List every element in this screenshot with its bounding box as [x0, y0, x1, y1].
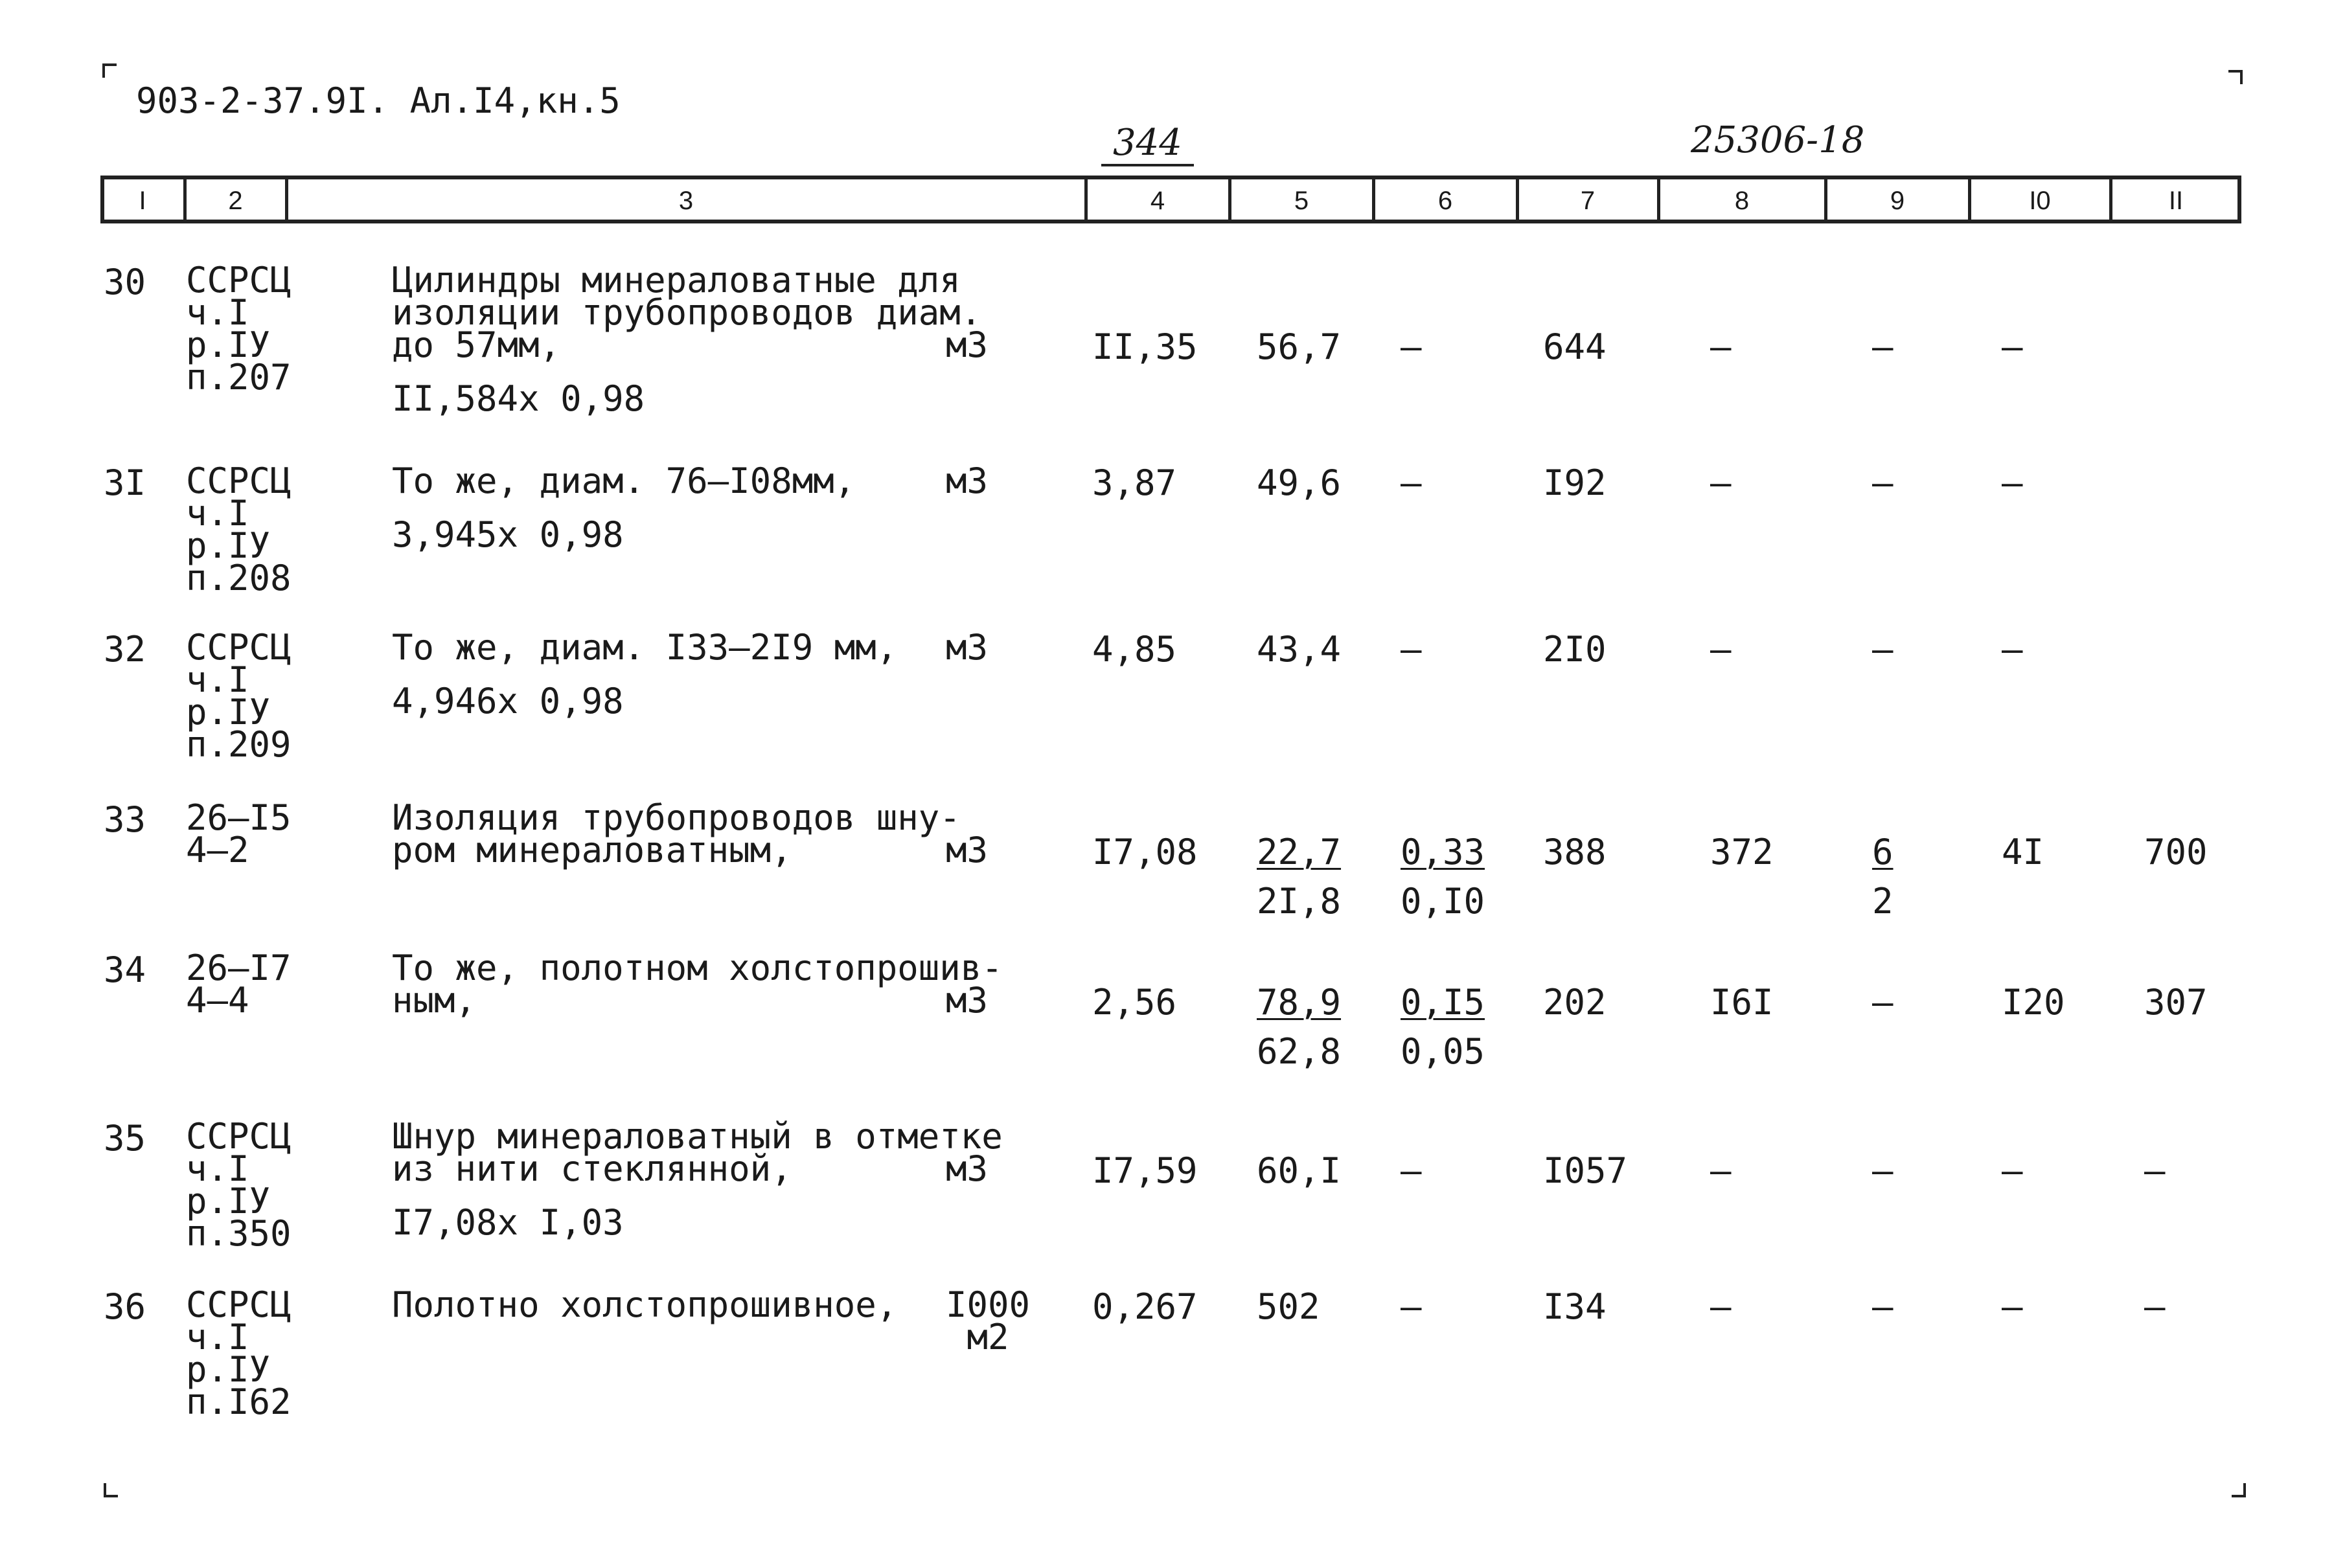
row-col9-value: –	[1872, 629, 1894, 670]
row-reference-line: п.350	[186, 1213, 292, 1254]
row-reference-line: 26–I5	[186, 797, 292, 838]
row-reference-line: 4–4	[186, 980, 249, 1021]
column-header-7: 7	[1580, 187, 1596, 215]
document-code: 903-2-37.9I. Ал.I4,кн.5	[136, 80, 621, 121]
corner-mark-bottom-right	[2232, 1483, 2246, 1497]
row-col9-subvalue: 2	[1872, 881, 1894, 922]
row-col5-value: 22,7	[1257, 832, 1342, 872]
row-description-line: изоляции трубопроводов диам.	[392, 292, 982, 333]
column-header-4: 4	[1150, 187, 1165, 215]
page-number-text: 344	[1113, 122, 1182, 164]
row-description-line: То же, полотном холстопрошив-	[392, 948, 1003, 988]
row-reference-line: ч.I	[186, 292, 249, 333]
row-col6-value: –	[1401, 629, 1422, 670]
row-col11-value: 307	[2144, 982, 2208, 1023]
row-col9-value: –	[1872, 462, 1894, 503]
row-description-line: ным,	[392, 980, 477, 1021]
row-quantity: 2,56	[1092, 982, 1177, 1023]
row-calculation: 3,945х 0,98	[392, 514, 624, 555]
row-reference-line: р.IУ	[186, 1349, 271, 1390]
column-header-5: 5	[1294, 187, 1309, 215]
row-col6-value: –	[1401, 462, 1422, 503]
row-col9-value: –	[1872, 326, 1894, 367]
row-reference-line: р.IУ	[186, 692, 271, 733]
column-header-8: 8	[1734, 187, 1750, 215]
row-col7-value: 2I0	[1543, 629, 1607, 670]
row-unit: м3	[946, 830, 989, 870]
row-unit: м3	[946, 324, 989, 365]
row-description-line: до 57мм,	[392, 324, 561, 365]
row-description-line: Цилиндры минераловатные для	[392, 260, 961, 301]
row-reference-line: ССРСЦ	[186, 260, 292, 301]
column-header-9: 9	[1890, 187, 1905, 215]
row-reference-line: 4–2	[186, 830, 249, 870]
row-col7-value: 644	[1543, 326, 1607, 367]
row-col5-value: 56,7	[1257, 326, 1342, 367]
row-unit: м3	[946, 980, 989, 1021]
column-header-3: 3	[678, 187, 694, 215]
row-reference-line: р.IУ	[186, 1181, 271, 1221]
row-reference-line: п.207	[186, 357, 292, 398]
row-col8-value: –	[1710, 1286, 1732, 1327]
row-quantity: I7,08	[1092, 832, 1198, 872]
row-reference-line: п.208	[186, 558, 292, 598]
row-col7-value: 388	[1543, 832, 1607, 872]
row-col11-value: –	[2144, 1286, 2166, 1327]
row-col7-value: 202	[1543, 982, 1607, 1023]
row-col6-value: 0,33	[1401, 832, 1485, 872]
row-reference-line: ч.I	[186, 1317, 249, 1358]
row-number: 36	[104, 1286, 146, 1327]
row-col6-value: –	[1401, 1150, 1422, 1191]
row-number: 30	[104, 262, 146, 302]
column-header-10: I0	[2029, 187, 2051, 215]
row-col6-subvalue: 0,I0	[1401, 881, 1485, 922]
row-col11-value: 700	[2144, 832, 2208, 872]
column-header-6: 6	[1437, 187, 1453, 215]
row-col6-value: 0,I5	[1401, 982, 1485, 1023]
row-number: 33	[104, 799, 146, 840]
row-reference-line: ССРСЦ	[186, 1284, 292, 1325]
row-col7-value: I34	[1543, 1286, 1607, 1327]
row-col7-value: I92	[1543, 462, 1607, 503]
row-reference-line: 26–I7	[186, 948, 292, 988]
row-col5-value: 49,6	[1257, 462, 1342, 503]
row-col8-value: 372	[1710, 832, 1774, 872]
row-calculation: II,584х 0,98	[392, 378, 645, 419]
row-col5-subvalue: 62,8	[1257, 1031, 1342, 1072]
row-col5-value: 43,4	[1257, 629, 1342, 670]
row-col8-value: –	[1710, 1150, 1732, 1191]
row-col10-value: –	[2002, 326, 2023, 367]
row-col5-subvalue: 2I,8	[1257, 881, 1342, 922]
row-unit: м3	[946, 627, 989, 668]
row-reference-line: р.IУ	[186, 525, 271, 566]
row-reference-line: ССРСЦ	[186, 460, 292, 501]
row-col6-subvalue: 0,05	[1401, 1031, 1485, 1072]
row-reference-line: ССРСЦ	[186, 627, 292, 668]
page-number	[1101, 122, 1194, 166]
row-col10-value: –	[2002, 629, 2023, 670]
row-description-line: Полотно холстопрошивное,	[392, 1284, 898, 1325]
row-quantity: 4,85	[1092, 629, 1177, 670]
row-col6-value: –	[1401, 1286, 1422, 1327]
row-col9-value: –	[1872, 1286, 1894, 1327]
row-col10-value: –	[2002, 1286, 2023, 1327]
column-header-2: 2	[228, 187, 243, 215]
column-header-1: I	[139, 187, 146, 215]
row-col8-value: –	[1710, 462, 1732, 503]
row-description-line: ром минераловатным,	[392, 830, 792, 870]
row-reference-line: ССРСЦ	[186, 1116, 292, 1157]
row-reference-line: ч.I	[186, 1148, 249, 1189]
row-col10-value: –	[2002, 462, 2023, 503]
column-header-11: II	[2168, 187, 2184, 215]
row-col9-value: –	[1872, 982, 1894, 1023]
row-unit: I000 м2	[946, 1284, 1031, 1358]
row-quantity: II,35	[1092, 326, 1198, 367]
row-reference-line: ч.I	[186, 493, 249, 534]
corner-mark-top-right	[2228, 70, 2243, 84]
row-col10-value: I20	[2002, 982, 2065, 1023]
sheet-number: 25306-18	[1691, 119, 1865, 161]
row-col9-value: 6	[1872, 832, 1894, 872]
row-col5-value: 60,I	[1257, 1150, 1342, 1191]
row-description-line: Шнур минераловатный в отметке	[392, 1116, 1003, 1157]
row-col8-value: –	[1710, 326, 1732, 367]
row-unit: м3	[946, 460, 989, 501]
row-number: 3I	[104, 462, 146, 503]
row-reference-line: п.209	[186, 724, 292, 765]
row-number: 34	[104, 949, 146, 990]
row-unit: м3	[946, 1148, 989, 1189]
row-col10-value: –	[2002, 1150, 2023, 1191]
row-number: 32	[104, 629, 146, 670]
row-description-line: Изоляция трубопроводов шну-	[392, 797, 961, 838]
row-reference-line: р.IУ	[186, 324, 271, 365]
row-reference-line: ч.I	[186, 659, 249, 700]
row-quantity: 0,267	[1092, 1286, 1198, 1327]
row-col10-value: 4I	[2002, 832, 2044, 872]
row-col8-value: I6I	[1710, 982, 1774, 1023]
row-reference-line: п.I62	[186, 1381, 292, 1422]
row-quantity: I7,59	[1092, 1150, 1198, 1191]
row-col6-value: –	[1401, 326, 1422, 367]
row-col9-value: –	[1872, 1150, 1894, 1191]
row-calculation: I7,08х I,03	[392, 1202, 624, 1243]
row-col5-value: 502	[1257, 1286, 1320, 1327]
corner-mark-bottom-left	[104, 1483, 118, 1497]
row-col7-value: I057	[1543, 1150, 1628, 1191]
row-col11-value: –	[2144, 1150, 2166, 1191]
corner-mark-top-left	[102, 63, 117, 78]
row-number: 35	[104, 1118, 146, 1159]
row-description-line: То же, диам. I33–2I9 мм,	[392, 627, 898, 668]
row-description-line: То же, диам. 76–I08мм,	[392, 460, 856, 501]
row-description-line: из нити стеклянной,	[392, 1148, 792, 1189]
row-col8-value: –	[1710, 629, 1732, 670]
row-quantity: 3,87	[1092, 462, 1177, 503]
row-col5-value: 78,9	[1257, 982, 1342, 1023]
row-calculation: 4,946х 0,98	[392, 681, 624, 722]
